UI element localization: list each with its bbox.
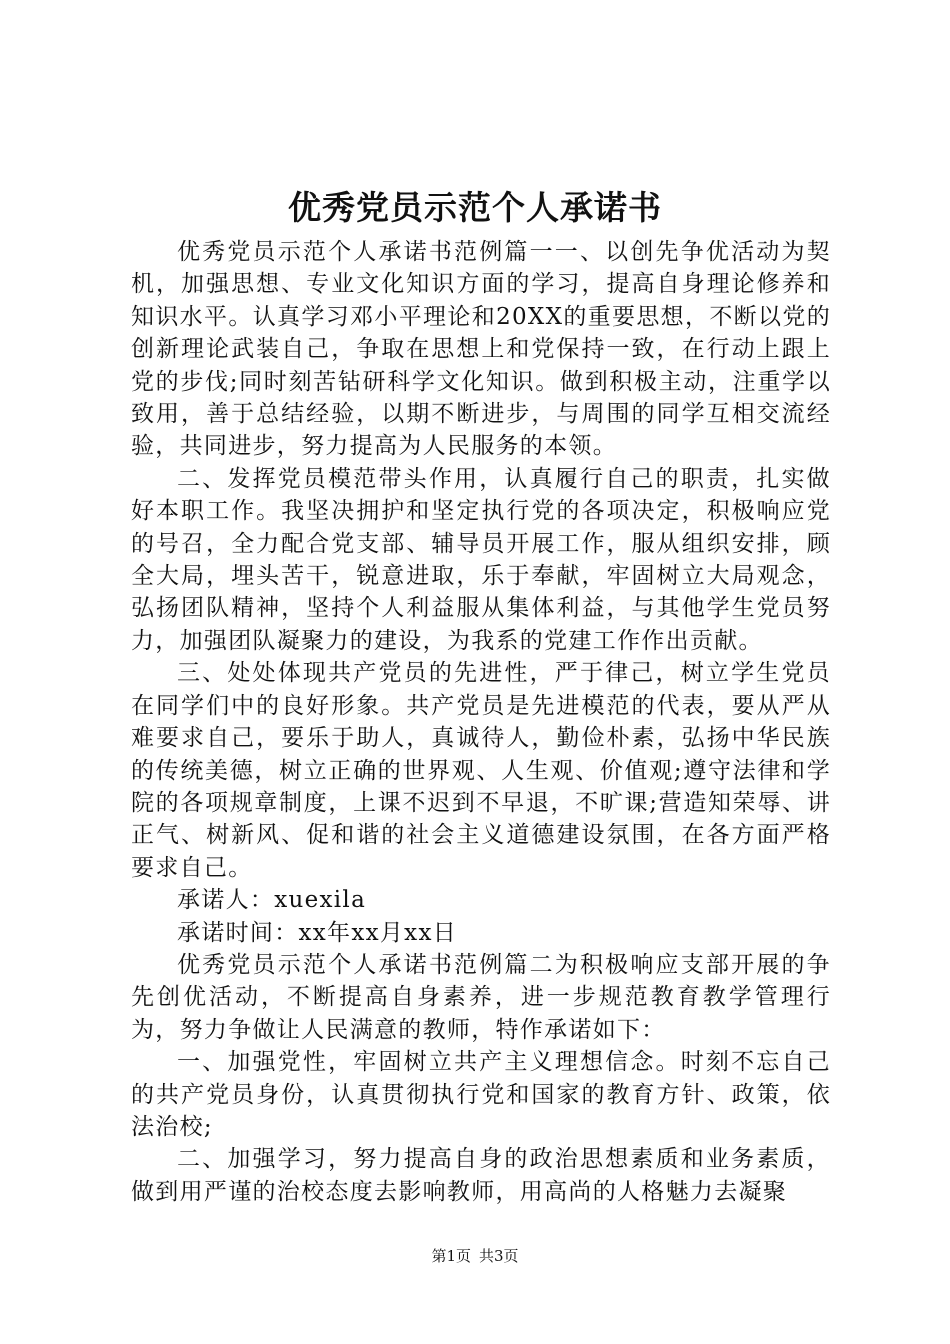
- paragraph-example-2-intro: 优秀党员示范个人承诺书范例篇二为积极响应支部开展的争先创优活动，不断提高自身素养，进一步规范教育教学管理行为，努力争做让人民满意的教师，特作承诺如下：: [131, 951, 831, 1043]
- signatory-line: 承诺人：xuexila: [177, 887, 367, 914]
- page-footer: [0, 1246, 950, 1266]
- page-number: 第1页: [431, 1247, 471, 1265]
- page-total: 共3页: [479, 1247, 519, 1265]
- paragraph-intro-section-1: 优秀党员示范个人承诺书范例篇一一、以创先争优活动为契机，加强思想、专业文化知识方面的学习，提高自身理论修养和知识水平。认真学习邓小平理论和20XX的重要思想，不断以党的创新理论武装自己，争取在思想上和党保持一致，在行动上跟上党的步伐;同时刻苦钻研科学文化知识。做到积极主动，注重学以致用，善于总结经验，以期不断进步，与周围的同学互相交流经验，共同进步，努力提高为人民服务的本领。: [131, 239, 831, 460]
- paragraph-section-3: 三、处处体现共产党员的先进性，严于律己，树立学生党员在同学们中的良好形象。共产党员是先进模范的代表，要从严从难要求自己，要乐于助人，真诚待人，勤俭朴素，弘扬中华民族的传统美德，树立正确的世界观、人生观、价值观;遵守法律和学院的各项规章制度，上课不迟到不早退，不旷课;营造知荣辱、讲正气、树新风、促和谐的社会主义道德建设氛围，在各方面严格要求自己。: [131, 660, 831, 881]
- commitment-date-line: 承诺时间：xx年xx月xx日: [177, 919, 458, 946]
- paragraph-section-2: 二、发挥党员模范带头作用，认真履行自己的职责，扎实做好本职工作。我坚决拥护和坚定执行党的各项决定，积极响应党的号召，全力配合党支部、辅导员开展工作，服从组织安排，顾全大局，埋头苦干，锐意进取，乐于奉献，牢固树立大局观念，弘扬团队精神，坚持个人利益服从集体利益，与其他学生党员努力，加强团队凝聚力的建设，为我系的党建工作作出贡献。: [131, 465, 831, 654]
- document-title: 优秀党员示范个人承诺书: [288, 188, 662, 227]
- paragraph-example-2-item-2: 二、加强学习，努力提高自身的政治思想素质和业务素质，做到用严谨的治校态度去影响教师，用高尚的人格魅力去凝聚: [131, 1146, 831, 1205]
- document-body: [131, 236, 831, 1208]
- paragraph-example-2-item-1: 一、加强党性，牢固树立共产主义理想信念。时刻不忘自己的共产党员身份，认真贯彻执行党和国家的教育方针、政策，依法治校;: [131, 1049, 831, 1140]
